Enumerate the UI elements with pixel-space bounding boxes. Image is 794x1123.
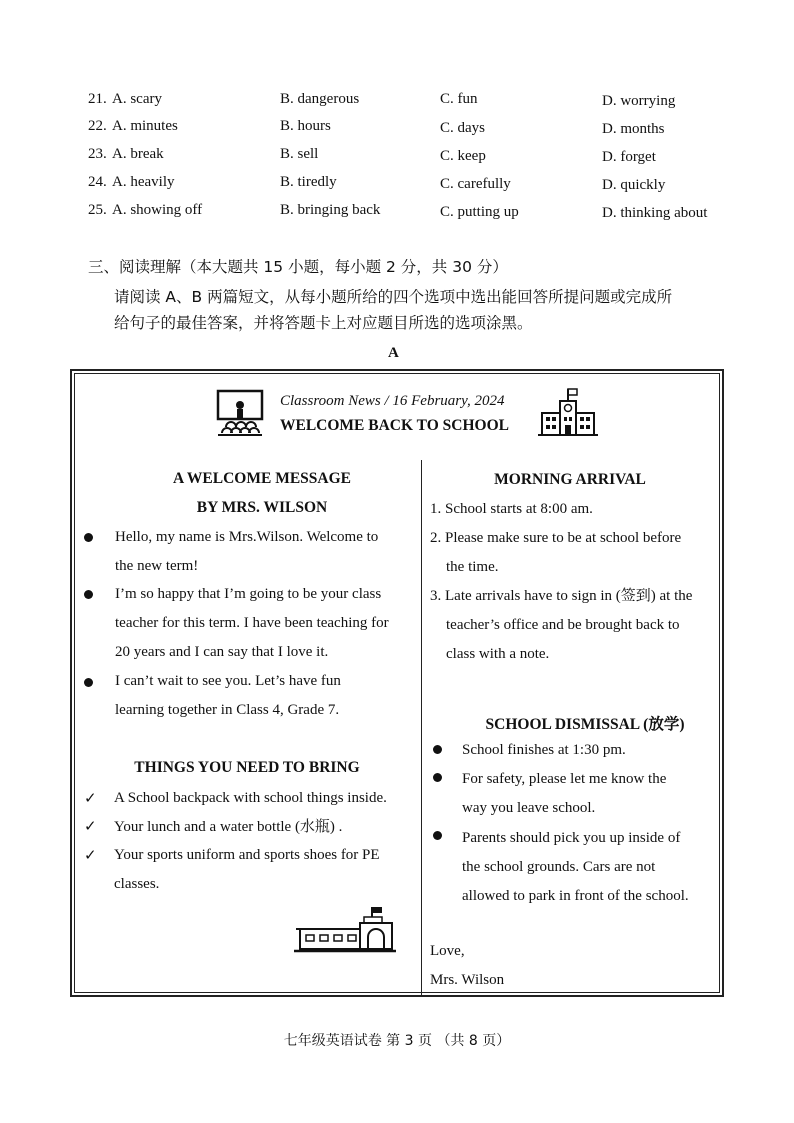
arrival-heading: MORNING ARRIVAL: [494, 471, 646, 488]
q22-option-a: A. minutes: [112, 118, 178, 134]
q23-option-c: C. keep: [440, 148, 486, 164]
text-line: 20 years and I can say that I love it.: [115, 643, 329, 660]
bullet-icon: [433, 773, 442, 782]
bullet-icon: [433, 745, 442, 754]
arrival-item-3: [430, 582, 720, 668]
sign-off-love: Love,: [430, 943, 465, 959]
q25-option-b: B. bringing back: [280, 202, 381, 218]
sign-off-name: Mrs. Wilson: [430, 972, 505, 988]
q24-option-d: D. quickly: [602, 177, 666, 193]
arrival-item-2: [430, 524, 720, 582]
newsletter-title: WELCOME BACK TO SCHOOL: [280, 417, 509, 434]
text-line: the new term!: [115, 557, 199, 574]
check-icon: ✓: [84, 791, 97, 807]
arrival-item-1: [430, 495, 720, 524]
text-line: Your lunch and a water bottle (水瓶) .: [114, 819, 343, 835]
bring-heading: THINGS YOU NEED TO BRING: [134, 759, 360, 776]
section-title: 三、阅读理解（本大题共 15 小题，每小题 2 分，共 30 分）: [88, 258, 508, 276]
text-line: learning together in Class 4, Grade 7.: [115, 701, 340, 718]
q21-option-b: B. dangerous: [280, 91, 360, 107]
bullet-icon: [84, 678, 93, 687]
q21-option-c: C. fun: [440, 91, 478, 107]
text-line: School finishes at 1:30 pm.: [462, 742, 626, 758]
text-line: way you leave school.: [462, 799, 596, 816]
dismissal-item-3: [462, 824, 718, 910]
newsletter-subtitle: Classroom News / 16 February, 2024: [280, 393, 505, 409]
q24-option-b: B. tiredly: [280, 174, 337, 190]
bring-item-2: [114, 813, 418, 842]
welcome-heading-line-2: BY MRS. WILSON: [196, 499, 328, 516]
column-divider: [421, 460, 422, 997]
text-line: class with a note.: [446, 645, 550, 662]
q25-option-c: C. putting up: [440, 204, 519, 220]
q21-option-d: D. worrying: [602, 93, 676, 109]
text-line: the time.: [446, 558, 499, 575]
q24-num: 24.: [88, 174, 107, 190]
text-line: I can’t wait to see you. Let’s have fun: [115, 673, 341, 689]
text-line: classes.: [114, 875, 160, 892]
dismissal-heading: SCHOOL DISMISSAL (放学): [485, 716, 685, 733]
q23-num: 23.: [88, 146, 107, 162]
text-line: I’m so happy that I’m going to be your class: [115, 586, 382, 602]
text-line: 3. Late arrivals have to sign in (签到) at the: [430, 588, 693, 604]
q23-option-b: B. sell: [280, 146, 319, 162]
text-line: 1. School starts at 8:00 am.: [430, 501, 593, 517]
school-building-icon: [538, 387, 598, 444]
q25-option-a: A. showing off: [112, 202, 203, 218]
text-line: Hello, my name is Mrs.Wilson. Welcome to: [115, 529, 379, 545]
school-bus-building-icon: [294, 905, 396, 958]
welcome-item-1: [115, 523, 415, 581]
welcome-item-2: [115, 580, 419, 666]
bullet-icon: [84, 533, 93, 542]
q22-option-d: D. months: [602, 121, 665, 137]
page-footer: 七年级英语试卷 第 3 页 （共 8 页）: [283, 1033, 511, 1049]
q25-num: 25.: [88, 202, 107, 218]
passage-label: A: [388, 345, 399, 361]
classroom-board-icon: [214, 389, 266, 442]
check-icon: ✓: [84, 819, 97, 835]
dismissal-item-2: [462, 765, 718, 823]
bring-item-1: [114, 784, 418, 813]
welcome-heading-line-1: A WELCOME MESSAGE: [172, 470, 351, 487]
bullet-icon: [84, 590, 93, 599]
text-line: allowed to park in front of the school.: [462, 887, 689, 904]
q23-option-d: D. forget: [602, 149, 656, 165]
q24-option-a: A. heavily: [112, 174, 175, 190]
text-line: the school grounds. Cars are not: [462, 858, 656, 875]
section-instruction-line-2: 给句子的最佳答案，并将答题卡上对应题目所选的选项涂黑。: [114, 314, 533, 332]
q21-num: 21.: [88, 91, 107, 107]
bullet-icon: [433, 831, 442, 840]
bring-item-3: [114, 841, 418, 899]
text-line: teacher for this term. I have been teaching for: [115, 614, 389, 631]
text-line: Your sports uniform and sports shoes for PE: [114, 847, 380, 863]
text-line: 2. Please make sure to be at school before: [430, 530, 682, 546]
q22-num: 22.: [88, 118, 107, 134]
text-line: For safety, please let me know the: [462, 771, 667, 787]
section-instruction-line-1: 请阅读 A、B 两篇短文，从每小题所给的四个选项中选出能回答所提问题或完成所: [114, 288, 673, 306]
q21-option-a: A. scary: [112, 91, 162, 107]
q23-option-a: A. break: [112, 146, 164, 162]
text-line: Parents should pick you up inside of: [462, 830, 681, 846]
q22-option-c: C. days: [440, 120, 485, 136]
text-line: A School backpack with school things inside.: [114, 790, 387, 806]
welcome-item-3: [115, 667, 415, 725]
check-icon: ✓: [84, 848, 97, 864]
dismissal-item-1: [462, 736, 718, 765]
q25-option-d: D. thinking about: [602, 205, 708, 221]
q22-option-b: B. hours: [280, 118, 331, 134]
q24-option-c: C. carefully: [440, 176, 511, 192]
text-line: teacher’s office and be brought back to: [446, 616, 680, 633]
